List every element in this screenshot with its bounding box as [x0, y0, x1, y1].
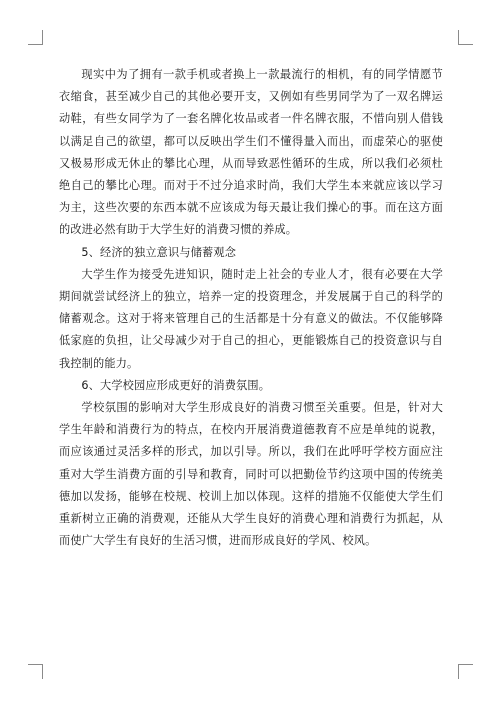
paragraph-economic-independence: 大学生作为接受先进知识，随时走上社会的专业人才，很有必要在大学期间就尝试经济上的独立，培养一定的投资理念，并发展属于自己的科学的储蓄观念。这对于将来管理自己的生活都是十分有意义的做法。不仅能够降低家庭的负担，让父母减少对于自己的担心，更能锻炼自己的投资意识与自我控制的能力。	[59, 267, 443, 370]
paragraph-campus-atmosphere: 学校氛围的影响对大学生形成良好的消费习惯至关重要。但是，针对大学生年龄和消费行为的特点，在校内开展消费道德教育不应是单纯的说教，而应该通过灵活多样的形式，加以引导。所以，我们在此呼吁学校方面应注重对大学生消费方面的引导和教育，同时可以把勤俭节约这项中国的传统美德加以发扬，能够在校规、校训上加以体现。这样的措施不仅能使大学生们重新树立正确的消费观，还能从大学生良好的消费心理和消费行为抓起，从而使广大学生有良好的生活习惯，进而形成良好的学风、校风。	[59, 401, 443, 548]
paragraph-consumption-habits: 现实中为了拥有一款手机或者换上一款最流行的相机，有的同学情愿节衣缩食，甚至减少自己的其他必要开支，又例如有些男同学为了一双名牌运动鞋，有些女同学为了一套名牌化妆品或者一件名牌衣服，不惜向别人借钱以满足自己的欲望，都可以反映出学生们不懂得量入而出，而虚荣心的驱使又极易形成无休止的攀比心理，从而导致恶性循环的生成，所以我们必须杜绝自己的攀比心理。而对于不过分追求时尚，我们大学生本来就应该以学习为主，这些次要的东西本就不应该成为每天最让我们操心的事。而在这方面的改进必然有助于大学生好的消费习惯的养成。	[59, 68, 443, 237]
crop-mark-bottom-right	[458, 664, 473, 679]
crop-mark-bottom-left	[28, 664, 43, 679]
document-body	[59, 64, 443, 552]
crop-mark-top-left	[28, 30, 43, 45]
heading-section-6: 6、大学校园应形成更好的消费氛围。	[81, 378, 271, 392]
crop-mark-top-right	[458, 30, 473, 45]
heading-section-5: 5、经济的独立意识与储蓄观念	[81, 245, 237, 259]
